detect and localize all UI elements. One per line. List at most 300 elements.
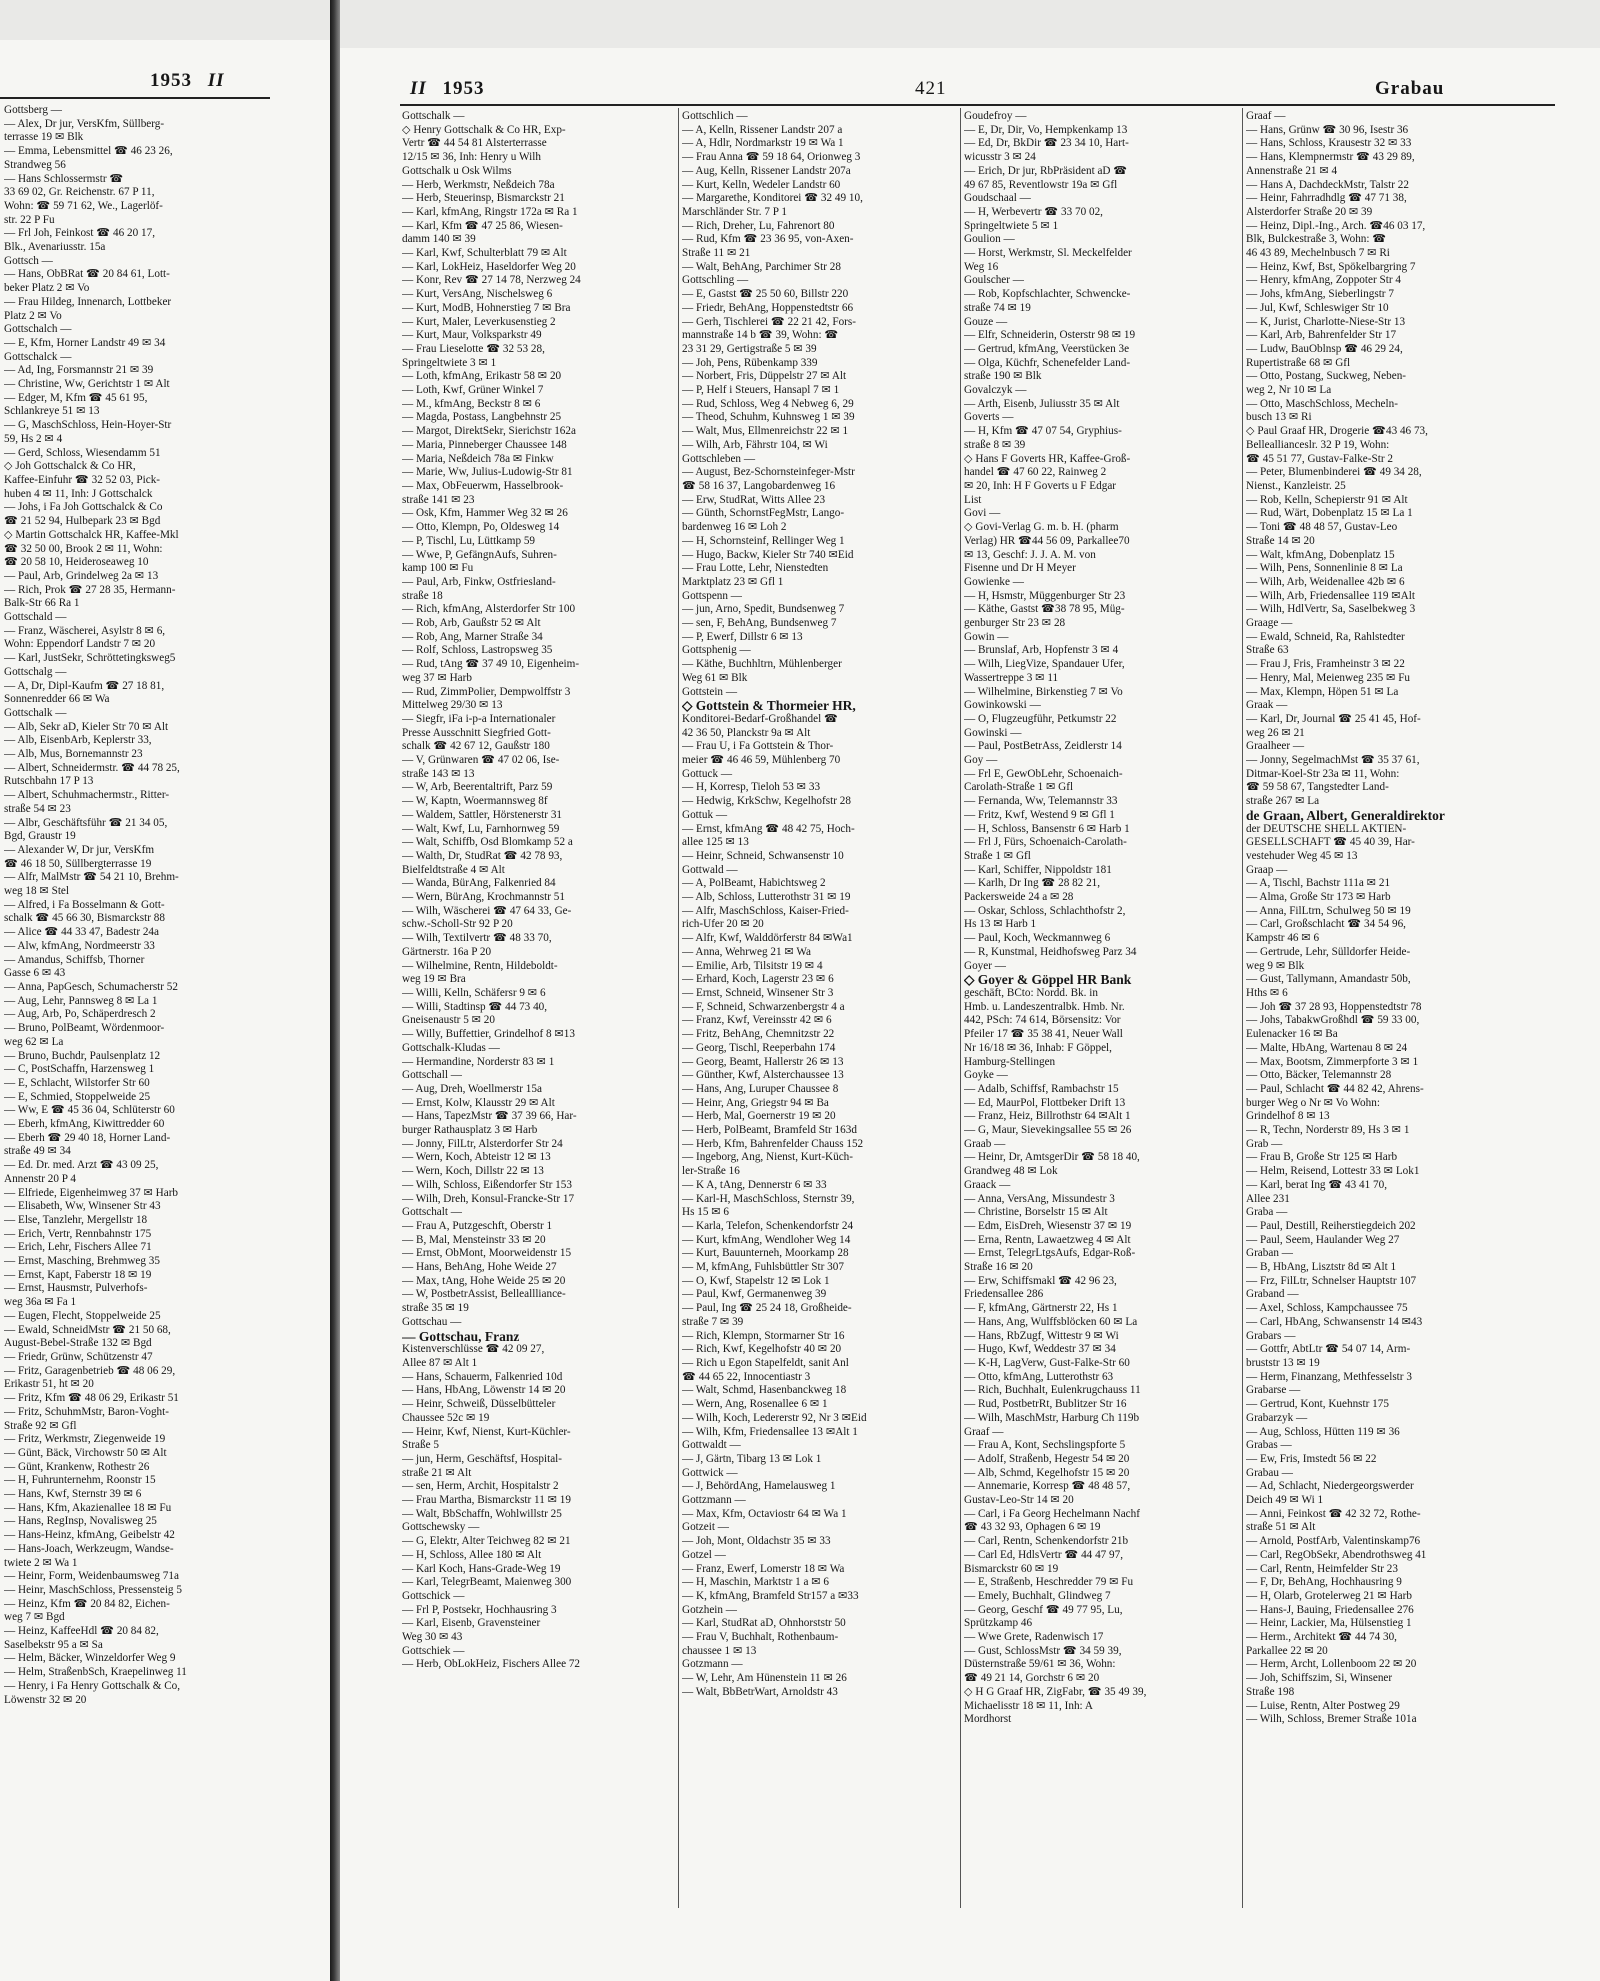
directory-entry-line: — Paul, Koch, Weckmannweg 6 — [964, 932, 1111, 945]
directory-entry-line: Marktplatz 23 ✉ Gfl 1 — [682, 575, 784, 588]
directory-entry-line: — Otto, Klempn, Po, Oldesweg 14 — [402, 521, 560, 534]
directory-entry-line: — Karlh, Dr Ing ☎ 28 82 21, — [964, 877, 1101, 890]
directory-entry-line: Blk, Bulckestraße 3, Wohn: ☎ — [1246, 233, 1387, 246]
directory-entry-line: Gottschald — — [4, 611, 67, 624]
directory-entry-line: Weg 16 — [964, 260, 999, 273]
directory-entry-line: ☎ 58 16 37, Langobardenweg 16 — [682, 479, 836, 492]
directory-entry-line: — Otto, Bäcker, Telemannstr 28 — [1246, 1069, 1392, 1082]
directory-entry-line: Straße 1 ✉ Gfl — [964, 849, 1031, 862]
directory-entry-line: Saselbekstr 95 a ✉ Sa — [4, 1638, 103, 1651]
directory-entry-line: Straße 5 — [402, 1439, 439, 1452]
directory-entry-line: — Theod, Schuhm, Kuhnsweg 1 ✉ 39 — [682, 411, 855, 424]
directory-entry-line: — Adalb, Schiffsf, Rambachstr 15 — [964, 1082, 1119, 1095]
directory-entry-line: — Ed, Dr, BkDir ☎ 23 34 10, Hart- — [964, 137, 1129, 150]
directory-entry-line: — Jul, Kwf, Schleswiger Str 10 — [1246, 301, 1389, 314]
directory-entry-line: — Wern, Koch, Abteistr 12 ✉ 13 — [402, 1151, 551, 1164]
directory-entry-line: — Günther, Kwf, Alsterchaussee 13 — [682, 1069, 844, 1082]
directory-entry-line: Gotzel — — [682, 1548, 726, 1561]
directory-entry-line: — Aug, Arb, Po, Schäperdresch 2 — [4, 1008, 156, 1021]
directory-entry-line: — Erich, Lehr, Fischers Allee 71 — [4, 1241, 152, 1254]
directory-entry-line: — Rud, Kfm ☎ 23 36 95, von-Axen- — [682, 233, 854, 246]
directory-entry-line: — Fritz, BehAng, Chemnitzstr 22 — [682, 1028, 835, 1041]
directory-entry-line: — Karl-H, MaschSchloss, Sternstr 39, — [682, 1192, 855, 1205]
directory-entry-line: Springeltwiete 5 ✉ 1 — [964, 219, 1059, 232]
directory-entry-line: — Frl Joh, Feinkost ☎ 46 20 17, — [4, 227, 155, 240]
directory-entry-line: der DEUTSCHE SHELL AKTIEN- — [1246, 822, 1407, 835]
directory-entry-line: — Erhard, Koch, Lagerstr 23 ✉ 6 — [682, 973, 834, 986]
directory-entry-line: — Ad, Schlacht, Niedergeorgswerder — [1246, 1480, 1414, 1493]
directory-entry-line: Gottschling — — [682, 274, 749, 287]
directory-entry-line: — Wilh, LiegVize, Spandauer Ufer, — [964, 658, 1125, 671]
directory-entry-line: — Karl, Arb, Bahrenfelder Str 17 — [1246, 329, 1397, 342]
directory-entry-line: — Wilh, Dreh, Konsul-Francke-Str 17 — [402, 1192, 575, 1205]
directory-entry-line: — Alfr, Kwf, Walddörferstr 84 ✉Wa1 — [682, 932, 853, 945]
directory-entry-line: — G, MaschSchloss, Hein-Hoyer-Str — [4, 419, 172, 432]
directory-entry-line: — Hermandine, Norderstr 83 ✉ 1 — [402, 1055, 555, 1068]
directory-entry-line: — Wern, Koch, Dillstr 22 ✉ 13 — [402, 1165, 544, 1178]
directory-entry-line: Hamburg-Stellingen — [964, 1055, 1056, 1068]
directory-entry-line: — Karl, kfmAng, Ringstr 172a ✉ Ra 1 — [402, 205, 578, 218]
directory-entry-line: straße 54 ✉ 23 — [4, 802, 71, 815]
directory-entry-line: bruststr 13 ✉ 19 — [1246, 1356, 1320, 1369]
directory-entry-line: Gottschalg — — [4, 665, 67, 678]
directory-entry-line: de Graan, Albert, Generaldirektor — [1246, 808, 1445, 823]
directory-entry-line: — E, Straßenb, Heschredder 79 ✉ Fu — [964, 1576, 1134, 1589]
directory-entry-line: straße 267 ✉ La — [1246, 795, 1320, 808]
left-header-part: II — [207, 70, 225, 91]
directory-entry-line: weg 26 ✉ 21 — [1246, 726, 1305, 739]
directory-entry-line: — Günth, SchornstFegMstr, Lango- — [682, 507, 845, 520]
directory-entry-line: August-Bebel-Straße 132 ✉ Bgd — [4, 1337, 152, 1350]
directory-entry-line: — Ewald, SchneidMstr ☎ 21 50 68, — [4, 1323, 171, 1336]
directory-entry-line: — Otto, kfmAng, Lutterothstr 63 — [964, 1370, 1114, 1383]
directory-entry-line: — Hans, HbAng, Löwenstr 14 ✉ 20 — [402, 1384, 566, 1397]
left-page — [0, 40, 330, 1981]
directory-entry-line: Goudefroy — — [964, 110, 1027, 122]
directory-entry-line: — Max, ObFeuerwm, Hasselbrook- — [402, 479, 564, 492]
directory-entry-line: — Heinr, Schneid, Schwansenstr 10 — [682, 849, 844, 862]
directory-entry-line: — Gertrud, Kont, Kuehnstr 175 — [1246, 1398, 1389, 1411]
directory-entry-line: — Henry, Mal, Meienweg 235 ✉ Fu — [1246, 671, 1411, 684]
directory-entry-line: Goy — — [964, 754, 998, 767]
directory-entry-line: — Max, Kfm, Octaviostr 64 ✉ Wa 1 — [682, 1507, 847, 1520]
directory-entry-line: — Toni ☎ 48 48 57, Gustav-Leo — [1246, 521, 1398, 534]
directory-entry-line: ☎ 44 65 22, Innocentiastr 3 — [682, 1370, 811, 1383]
column-divider-3 — [1242, 108, 1243, 1908]
directory-entry-line: — H, Kfm ☎ 47 07 54, Gryphius- — [964, 425, 1122, 438]
directory-entry-line: chaussee 1 ✉ 13 — [682, 1644, 757, 1657]
directory-entry-line: — Rob, Kelln, Schepierstr 91 ✉ Alt — [1246, 493, 1408, 506]
directory-entry-line: Gneisenaustr 5 ✉ 20 — [402, 1014, 495, 1027]
directory-entry-line: — Walt, Schmd, Hasenbanckweg 18 — [682, 1384, 847, 1397]
directory-entry-line: — H, Maschin, Marktstr 1 a ✉ 6 — [682, 1576, 830, 1589]
directory-entry-line: — Kurt, Maler, Leverkusenstieg 2 — [402, 315, 556, 328]
directory-entry-line: Straße 198 — [1246, 1685, 1295, 1698]
directory-entry-line: — Wanda, BürAng, Falkenried 84 — [402, 877, 556, 890]
directory-entry-line: — Wilh, Pens, Sonnenlinie 8 ✉ La — [1246, 562, 1403, 575]
directory-entry-line: — Rud, Wärt, Dobenplatz 15 ✉ La 1 — [1246, 507, 1413, 520]
directory-entry-line: — Herb, Kfm, Bahrenfelder Chauss 152 — [682, 1137, 864, 1150]
directory-entry-line: — Eugen, Flecht, Stoppelweide 25 — [4, 1309, 161, 1322]
column-divider-1 — [678, 108, 679, 1908]
directory-entry-line: — Wilh, Wäscherei ☎ 47 64 33, Ge- — [402, 904, 572, 917]
directory-entry-line: — Willi, Stadtinsp ☎ 44 73 40, — [402, 1000, 548, 1013]
directory-entry-line: geschäft, BCto: Nordd. Bk. in — [964, 987, 1098, 999]
directory-entry-line: — A, Dr, Dipl-Kaufm ☎ 27 18 81, — [4, 679, 165, 692]
directory-entry-line: — K, Jurist, Charlotte-Niese-Str 13 — [1246, 315, 1406, 328]
directory-entry-line: — Heinr, Lackier, Ma, Hülsenstieg 1 — [1246, 1617, 1412, 1630]
directory-entry-line: — Hugo, Backw, Kieler Str 740 ✉Eid — [682, 548, 854, 561]
directory-entry-line: — Rich u Egon Stapelfeldt, sanit Anl — [682, 1356, 849, 1369]
column-divider-2 — [960, 108, 961, 1908]
directory-entry-line: — Rich, kfmAng, Alsterdorfer Str 100 — [402, 603, 576, 616]
directory-entry-line: Gottschlich — — [682, 110, 748, 122]
directory-entry-line: — B, HbAng, Lisztstr 8d ✉ Alt 1 — [1246, 1261, 1397, 1274]
running-head: Grabau — [1375, 78, 1445, 99]
directory-entry-line: — Ernst, Hausmstr, Pulverhofs- — [4, 1282, 148, 1295]
directory-entry-line: — Ludw, BauOblnsp ☎ 46 29 24, — [1246, 342, 1403, 355]
directory-entry-line: — Walt, Schiffb, Osd Blomkamp 52 a — [402, 836, 573, 849]
directory-entry-line: Goulscher — — [964, 274, 1024, 287]
directory-entry-line: damm 140 ✉ 39 — [402, 233, 476, 246]
directory-entry-line: Eulenacker 16 ✉ Ba — [1246, 1028, 1338, 1041]
directory-entry-line: — F, kfmAng, Gärtnerstr 22, Hs 1 — [964, 1302, 1118, 1315]
directory-entry-line: Pfeiler 17 ☎ 35 38 41, Neuer Wall — [964, 1028, 1123, 1041]
directory-entry-line: weg 2, Nr 10 ✉ La — [1246, 384, 1332, 397]
directory-entry-line: Gustav-Leo-Str 14 ✉ 20 — [964, 1494, 1074, 1507]
directory-entry-line: weg 9 ✉ Blk — [1246, 959, 1305, 972]
directory-entry-line: — Alb, Mus, Bornemannstr 23 — [4, 748, 143, 761]
directory-entry-line: — Alw, kfmAng, Nordmeerstr 33 — [4, 939, 155, 952]
directory-entry-line: — jun, Arno, Spedit, Bundsenweg 7 — [682, 603, 845, 616]
directory-entry-line: Rupertistraße 68 ✉ Gfl — [1246, 356, 1351, 369]
directory-entry-line: — Hans, Klempnermstr ☎ 43 29 89, — [1246, 151, 1415, 164]
directory-entry-line: — Hans-Joach, Werkzeugm, Wandse- — [4, 1542, 174, 1555]
directory-entry-line: — Rich, Buchhalt, Eulenkrugchauss 11 — [964, 1384, 1141, 1397]
directory-entry-line: Graba — — [1246, 1206, 1288, 1219]
directory-entry-line: — Wilh, Schloss, Bremer Straße 101a — [1246, 1713, 1417, 1726]
directory-entry-line: — Wern, BürAng, Krochmannstr 51 — [402, 891, 565, 904]
directory-entry-line: — Frau A, Kont, Sechslingspforte 5 — [964, 1439, 1126, 1452]
directory-entry-line: — Willi, Kelln, Schäfersr 9 ✉ 6 — [402, 987, 546, 999]
directory-entry-line: — Franz, Ewerf, Lomerstr 18 ✉ Wa — [682, 1562, 845, 1575]
directory-entry-line: — Frl J, Fürs, Schoenaich-Carolath- — [964, 836, 1127, 849]
directory-column-4 — [1246, 110, 1518, 1727]
directory-entry-line: — Jonny, SegelmachMst ☎ 35 37 61, — [1246, 754, 1420, 767]
directory-entry-line: — Horst, Werkmstr, Sl. Meckelfelder — [964, 247, 1132, 260]
directory-entry-line: — jun, Herm, Geschäftsf, Hospital- — [402, 1452, 563, 1465]
left-header-rule — [0, 97, 270, 99]
directory-entry-line: Gowinski — — [964, 726, 1022, 739]
right-header-rule — [400, 104, 1555, 106]
directory-entry-line: — Kurt, VersAng, Nischelsweg 6 — [402, 288, 553, 301]
directory-entry-line: Kampstr 46 ✉ 6 — [1246, 932, 1320, 945]
directory-entry-line: — Rud, tAng ☎ 37 49 10, Eigenheim- — [402, 658, 580, 671]
directory-entry-line: — Siegfr, iFa i-p-a Internationaler — [402, 712, 556, 725]
directory-entry-line: — Frau Hildeg, Innenarch, Lottbeker — [4, 295, 172, 308]
directory-entry-line: — M., kfmAng, Beckstr 8 ✉ 6 — [402, 397, 541, 410]
directory-entry-line: kamp 100 ✉ Fu — [402, 562, 474, 575]
directory-entry-line: Graack — — [964, 1178, 1011, 1191]
directory-entry-line: Hs 15 ✉ 6 — [682, 1206, 729, 1219]
directory-entry-line: — Friedr, BehAng, Hoppenstedtstr 66 — [682, 301, 854, 314]
directory-entry-line: Grabars — — [1246, 1329, 1296, 1342]
directory-entry-line: — Malte, HbAng, Wartenau 8 ✉ 24 — [1246, 1041, 1408, 1054]
directory-entry-line: — Paul, Arb, Grindelweg 2a ✉ 13 — [4, 569, 159, 582]
directory-entry-line: — Else, Tanzlehr, Mergellstr 18 — [4, 1213, 148, 1226]
directory-entry-line: — Karl, Dr, Journal ☎ 25 41 45, Hof- — [1246, 712, 1421, 725]
directory-entry-line: — Hugo, Kwf, Weddestr 37 ✉ 34 — [964, 1343, 1116, 1356]
directory-entry-line: — Hans, Kfm, Akazienallee 18 ✉ Fu — [4, 1501, 172, 1514]
directory-entry-line: Goverts — — [964, 411, 1014, 424]
directory-entry-line: — O, Kwf, Stapelstr 12 ✉ Lok 1 — [682, 1274, 830, 1287]
directory-entry-line: — Heinz, Kwf, Bst, Spökelbargring 7 — [1246, 260, 1416, 273]
directory-entry-line: — A, Kelln, Rissener Landstr 207 a — [682, 123, 843, 136]
directory-entry-line: — Peter, Blumenbinderei ☎ 49 34 28, — [1246, 466, 1422, 479]
directory-entry-line: Bismarckstr 60 ✉ 19 — [964, 1562, 1059, 1575]
directory-entry-line: — Karl, berat Ing ☎ 43 41 70, — [1246, 1178, 1388, 1191]
directory-entry-line: Gärtnerstr. 16a P 20 — [402, 945, 492, 958]
directory-entry-line: — Marie, Ww, Julius-Ludowig-Str 81 — [402, 466, 573, 479]
directory-entry-line: — Gertrud, kfmAng, Veerstücken 3e — [964, 342, 1130, 355]
directory-entry-line: — Otto, Postang, Suckweg, Neben- — [1246, 370, 1407, 383]
directory-entry-line: — Hans A, DachdeckMstr, Talstr 22 — [1246, 178, 1409, 191]
directory-entry-line: — Carl, RegObSekr, Abendrothsweg 41 — [1246, 1548, 1427, 1561]
directory-entry-line: — Anni, Feinkost ☎ 42 32 72, Rothe- — [1246, 1507, 1421, 1520]
directory-entry-line: — F, Dr, BehAng, Hochhausring 9 — [1246, 1576, 1402, 1589]
directory-entry-line: ◇ H G Graaf HR, ZigFabr, ☎ 35 49 39, — [964, 1685, 1147, 1698]
directory-entry-line: Springeltwiete 3 ✉ 1 — [402, 356, 497, 369]
directory-entry-line: — Hans, Schauerm, Falkenried 10d — [402, 1370, 563, 1383]
directory-entry-line: — Hedwig, KrkSchw, Kegelhofstr 28 — [682, 795, 851, 808]
directory-entry-line: Gottschleben — — [682, 452, 756, 465]
directory-entry-line: — Alb, Sekr aD, Kieler Str 70 ✉ Alt — [4, 720, 169, 733]
directory-entry-line: twiete 2 ✉ Wa 1 — [4, 1556, 78, 1569]
directory-entry-line: — Gust, Tallymann, Amandastr 50b, — [1246, 973, 1411, 986]
directory-entry-line: ☎ 32 50 00, Brook 2 ✉ 11, Wohn: — [4, 542, 163, 555]
directory-entry-line: — Hans, RbZugf, Wittestr 9 ✉ Wi — [964, 1329, 1119, 1342]
directory-entry-line: — Ingeborg, Ang, Nienst, Kurt-Küch- — [682, 1151, 853, 1164]
directory-entry-line: — Luise, Rentn, Alter Postweg 29 — [1246, 1699, 1400, 1712]
directory-entry-line: — A, PolBeamt, Habichtsweg 2 — [682, 877, 826, 890]
directory-entry-line: — Alice ☎ 44 33 47, Badestr 24a — [4, 926, 159, 939]
directory-entry-line: Graaf — — [1246, 110, 1286, 122]
directory-entry-line: — Rob, Kopfschlachter, Schwencke- — [964, 288, 1131, 301]
directory-column-1 — [402, 110, 674, 1672]
directory-entry-line: — C, PostSchaffn, Harzensweg 1 — [4, 1063, 155, 1076]
directory-entry-line: — E, Schmied, Stoppelweide 25 — [4, 1090, 151, 1103]
directory-entry-line: — Gust, SchlossMstr ☎ 34 59 39, — [964, 1644, 1122, 1657]
directory-entry-line: — Wilhelmine, Rentn, Hildeboldt- — [402, 959, 558, 972]
directory-entry-line: — Kurt, ModB, Hohnerstieg 7 ✉ Bra — [402, 301, 571, 314]
directory-entry-line: — Wilh, Arb, Weidenallee 42b ✉ 6 — [1246, 575, 1405, 588]
directory-entry-line: — Paul, Arb, Finkw, Ostfriesland- — [402, 575, 556, 588]
directory-entry-line: — Wwe Grete, Radenwisch 17 — [964, 1631, 1104, 1644]
directory-entry-line: Kistenverschlüsse ☎ 42 09 27, — [402, 1343, 545, 1356]
directory-entry-line: — Karl, Kfm ☎ 47 25 86, Wiesen- — [402, 219, 563, 232]
directory-entry-line: Grindelhof 8 ✉ 13 — [1246, 1110, 1330, 1123]
directory-entry-line: — Albert, Schneidermstr. ☎ 44 78 25, — [4, 761, 180, 774]
directory-entry-line: — Heinr, Fahrradhdlg ☎ 47 71 38, — [1246, 192, 1407, 205]
directory-entry-line: Graaf — — [964, 1425, 1004, 1438]
directory-entry-line: Weg 30 ✉ 43 — [402, 1631, 463, 1644]
directory-entry-line: Balk-Str 66 Ra 1 — [4, 597, 80, 610]
directory-entry-line: — Wilhelmine, Birkenstieg 7 ✉ Vo — [964, 685, 1123, 698]
directory-entry-line: — Hans, Ang, Wulffsblöcken 60 ✉ La — [964, 1315, 1138, 1328]
directory-entry-line: Blk., Avenariusstr. 15a — [4, 241, 106, 254]
directory-entry-line: — Gottschau, Franz — [402, 1329, 520, 1344]
directory-entry-line: — Johs, TabakwGroßhdl ☎ 59 33 00, — [1246, 1014, 1420, 1027]
left-page-column — [4, 104, 266, 1707]
directory-entry-line: — Ad, Ing, Forsmannstr 21 ✉ 39 — [4, 364, 154, 377]
directory-entry-line: — Wilh, Koch, Ledererstr 92, Nr 3 ✉Eid — [682, 1411, 867, 1424]
directory-entry-line: — Alfr, MaschSchloss, Kaiser-Fried- — [682, 904, 849, 917]
directory-entry-line: ◇ Govi-Verlag G. m. b. H. (pharm — [964, 521, 1119, 534]
directory-entry-line: weg 19 ✉ Bra — [402, 973, 466, 986]
directory-entry-line: straße 35 ✉ 19 — [402, 1302, 469, 1315]
directory-entry-line: Alsterdorfer Straße 20 ✉ 39 — [1246, 205, 1373, 218]
directory-entry-line: — Waldem, Sattler, Hörstenerstr 31 — [402, 808, 563, 821]
directory-entry-line: — Georg, Beamt, Hallerstr 26 ✉ 13 — [682, 1055, 844, 1068]
directory-entry-line: — Annemarie, Korresp ☎ 48 48 57, — [964, 1480, 1131, 1493]
directory-entry-line: — Frau V, Buchhalt, Rothenbaum- — [682, 1631, 839, 1644]
directory-entry-line: — Alfred, i Fa Bosselmann & Gott- — [4, 898, 165, 911]
directory-entry-line: Gowinkowski — — [964, 699, 1041, 712]
directory-entry-line: — Wilh, Arb, Fährstr 104, ✉ Wi — [682, 438, 828, 451]
directory-entry-line: — Edm, EisDreh, Wiesenstr 37 ✉ 19 — [964, 1219, 1132, 1232]
directory-entry-line: Gasse 6 ✉ 43 — [4, 967, 66, 980]
directory-entry-line: weg 37 ✉ Harb — [402, 671, 472, 684]
directory-entry-line: — Heinz, Kfm ☎ 20 84 82, Eichen- — [4, 1597, 170, 1610]
directory-entry-line: — Aug, Dreh, Woellmerstr 15a — [402, 1082, 542, 1095]
directory-entry-line: — Paul, PostBetrAss, Zeidlerstr 14 — [964, 740, 1122, 753]
directory-entry-line: — Paul, Destill, Reiherstiegdeich 202 — [1246, 1219, 1416, 1232]
directory-entry-line: Gotzhein — — [682, 1603, 737, 1616]
directory-entry-line: Löwenstr 32 ✉ 20 — [4, 1693, 87, 1706]
directory-entry-line: ☎ 21 52 94, Hulbepark 23 ✉ Bgd — [4, 515, 161, 528]
directory-entry-line: Gottschalk-Kludas — — [402, 1041, 500, 1054]
directory-entry-line: — W, Kaptn, Woermannsweg 8f — [402, 795, 548, 808]
directory-entry-line: — R, Kunstmal, Heidhofsweg Parz 34 — [964, 945, 1137, 958]
directory-entry-line: — Frau B, Große Str 125 ✉ Harb — [1246, 1151, 1398, 1164]
directory-entry-line: — Ewald, Schneid, Ra, Rahlstedter — [1246, 630, 1405, 643]
directory-entry-line: — Christine, Borselstr 15 ✉ Alt — [964, 1206, 1108, 1219]
directory-entry-line: — Heinr, Kwf, Nienst, Kurt-Küchler- — [402, 1425, 571, 1438]
directory-entry-line: — Kurt, Kelln, Wedeler Landstr 60 — [682, 178, 841, 191]
directory-entry-line: — Joh, Schiffszim, Si, Winsener — [1246, 1672, 1393, 1685]
directory-entry-line: — W, PostbetrAssist, Belleallliance- — [402, 1288, 566, 1301]
directory-entry-line: — Aug, Lehr, Pannsweg 8 ✉ La 1 — [4, 994, 158, 1007]
directory-entry-line: Gottschiek — — [402, 1644, 465, 1657]
directory-entry-line: — Max, Klempn, Höpen 51 ✉ La — [1246, 685, 1399, 698]
directory-entry-line: — Frau A, Putzgeschft, Oberstr 1 — [402, 1219, 553, 1232]
directory-entry-line: Graak — — [1246, 699, 1288, 712]
directory-entry-line: — Norbert, Fris, Düppelstr 27 ✉ Alt — [682, 370, 847, 383]
directory-entry-line: Vertr ☎ 44 54 81 Alsterterrasse — [402, 137, 547, 150]
directory-entry-line: vestehuder Weg 45 ✉ 13 — [1246, 849, 1358, 862]
directory-entry-line: Düsternstraße 59/61 ✉ 36, Wohn: — [964, 1658, 1116, 1671]
directory-entry-line: schw.-Scholl-Str 92 P 20 — [402, 918, 513, 931]
directory-entry-line: — Karl, JustSekr, Schröttetingksweg5 — [4, 652, 176, 665]
directory-entry-line: — Karl, Eisenb, Gravensteiner — [402, 1617, 541, 1630]
directory-entry-line: Bielfeldtstraße 4 ✉ Alt — [402, 863, 505, 876]
directory-column-3 — [964, 110, 1239, 1727]
directory-entry-line: Gouze — — [964, 315, 1008, 328]
directory-entry-line: — Bruno, Buchdr, Paulsenplatz 12 — [4, 1049, 161, 1062]
directory-entry-line: — August, Bez-Schornsteinfeger-Mstr — [682, 466, 855, 479]
directory-entry-line: — Frau Lieselotte ☎ 32 53 28, — [402, 342, 545, 355]
directory-entry-line: — E, Schlacht, Wilstorfer Str 60 — [4, 1076, 150, 1089]
directory-entry-line: — Fritz, SchuhmMstr, Baron-Voght- — [4, 1405, 169, 1418]
directory-entry-line: Goyke — — [964, 1069, 1008, 1082]
directory-entry-line: — K, kfmAng, Bramfeld Str157 a ✉33 — [682, 1589, 859, 1602]
directory-entry-line: — Karl, LokHeiz, Haseldorfer Weg 20 — [402, 260, 576, 273]
directory-entry-line: Gottschalch — — [4, 323, 72, 336]
directory-entry-line: — Frau Martha, Bismarckstr 11 ✉ 19 — [402, 1494, 571, 1507]
directory-entry-line: — Loth, Kwf, Grüner Winkel 7 — [402, 384, 544, 397]
directory-entry-line: — Karl, StudRat aD, Ohnhorststr 50 — [682, 1617, 846, 1630]
directory-entry-line: — Rob, Arb, Gaußstr 52 ✉ Alt — [402, 617, 541, 630]
directory-entry-line: ✉ 13, Geschf: J. J. A. M. von — [964, 548, 1096, 561]
directory-entry-line: — Franz, Wäscherei, Asylstr 8 ✉ 6, — [4, 624, 166, 637]
directory-entry-line: Gottsberg — — [4, 104, 62, 116]
directory-entry-line: — K-H, LagVerw, Gust-Falke-Str 60 — [964, 1356, 1130, 1369]
directory-entry-line: — Paul, Seem, Haulander Weg 27 — [1246, 1233, 1400, 1246]
directory-entry-line: — Arnold, PostfArb, Valentinskamp76 — [1246, 1535, 1421, 1548]
page-number: 421 — [915, 78, 947, 99]
directory-entry-line: — Alexander W, Dr jur, VersKfm — [4, 843, 155, 856]
directory-entry-line: — H, Schloss, Bansenstr 6 ✉ Harb 1 — [964, 822, 1130, 835]
directory-entry-line: — Ernst, Kolw, Klausstr 29 ✉ Alt — [402, 1096, 555, 1109]
directory-entry-line: 33 69 02, Gr. Reichenstr. 67 P 11, — [4, 186, 155, 199]
directory-entry-line: Sprützkamp 46 — [964, 1617, 1033, 1630]
directory-entry-line: allee 125 ✉ 13 — [682, 836, 749, 849]
directory-entry-line: — Emely, Buchhalt, Glindweg 7 — [964, 1589, 1111, 1602]
directory-entry-line: Gottschalk — — [402, 110, 465, 122]
directory-entry-line: — Anna, FilLtrn, Schulweg 50 ✉ 19 — [1246, 904, 1411, 917]
directory-entry-line: Wohn: Eppendorf Landstr 7 ✉ 20 — [4, 638, 156, 651]
directory-entry-line: — Margot, DirektSekr, Sierichstr 162a — [402, 425, 576, 438]
directory-entry-line: Parkallee 22 ✉ 20 — [1246, 1644, 1328, 1657]
directory-entry-line: — W, Lehr, Am Hünenstein 11 ✉ 26 — [682, 1672, 847, 1685]
directory-entry-line: — J, BehördAng, Hamelausweg 1 — [682, 1480, 836, 1493]
directory-entry-line: — H, Korresp, Tieloh 53 ✉ 33 — [682, 781, 821, 794]
directory-entry-line: Hths ✉ 6 — [1246, 987, 1288, 999]
directory-entry-line: — Gerh, Tischlerei ☎ 22 21 42, Fors- — [682, 315, 856, 328]
directory-entry-line: Graab — — [964, 1137, 1006, 1150]
directory-entry-line: — Hans, ObBRat ☎ 20 84 61, Lott- — [4, 268, 170, 281]
directory-entry-line: — J, Gärtn, Tibarg 13 ✉ Lok 1 — [682, 1452, 822, 1465]
directory-entry-line: Gottwald — — [682, 863, 738, 876]
directory-entry-line: — Albr, Geschäftsführ ☎ 21 34 05, — [4, 816, 168, 829]
right-header-part: II — [410, 78, 427, 99]
directory-entry-line: Straße 14 ✉ 20 — [1246, 534, 1315, 547]
directory-entry-line: — Alex, Dr jur, VersKfm, Süllberg- — [4, 117, 165, 130]
directory-entry-line: straße 51 ✉ Alt — [1246, 1521, 1316, 1534]
directory-entry-line: — Fritz, Kfm ☎ 48 06 29, Erikastr 51 — [4, 1392, 179, 1405]
directory-entry-line: huben 4 ✉ 11, Inh: J Gottschalck — [4, 487, 153, 500]
directory-entry-line: — E, Gastst ☎ 25 50 60, Billstr 220 — [682, 288, 849, 301]
directory-entry-line: Graband — — [1246, 1288, 1299, 1301]
directory-entry-line: — G, Elektr, Alter Teichweg 82 ✉ 21 — [402, 1535, 571, 1548]
directory-entry-line: — Kurt, kfmAng, Wendloher Weg 14 — [682, 1233, 851, 1246]
directory-entry-line: busch 13 ✉ Ri — [1246, 411, 1312, 424]
directory-entry-line: — Axel, Schloss, Kampchaussee 75 — [1246, 1302, 1408, 1315]
directory-entry-line: — Wilh, Arb, Friedensallee 119 ✉Alt — [1246, 589, 1415, 602]
directory-entry-line: — Elfriede, Eigenheimweg 37 ✉ Harb — [4, 1186, 179, 1199]
directory-entry-line: Grabarse — — [1246, 1384, 1301, 1397]
directory-entry-line: Packersweide 24 a ✉ 28 — [964, 891, 1074, 904]
